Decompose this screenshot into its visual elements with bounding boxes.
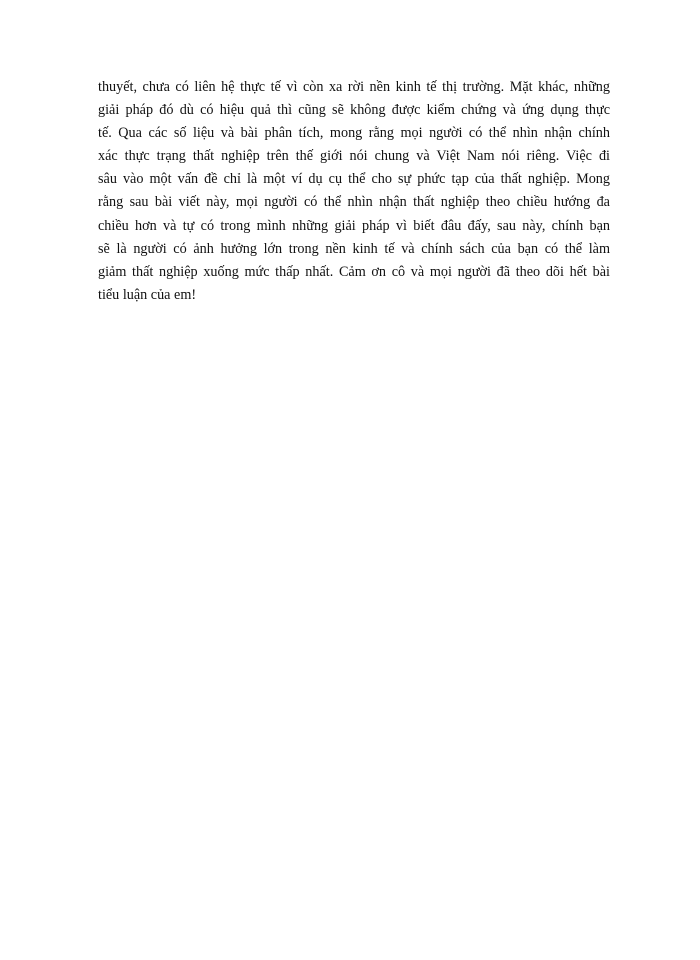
body-paragraph (98, 76, 610, 307)
paragraph-line: giảm thất nghiệp xuống mức thấp nhất. Cảm ơn cô và mọi người đã theo dõi hết bài (98, 263, 610, 280)
paragraph-line: rằng sau bài viết này, mọi người có thể nhìn nhận thất nghiệp theo chiều hướng đa (98, 194, 610, 211)
paragraph-line: sâu vào một vấn đề chỉ là một ví dụ cụ thể cho sự phức tạp của thất nghiệp. Mong (98, 171, 610, 188)
paragraph-line: tiểu luận của em! (98, 286, 197, 303)
paragraph-line: giải pháp đó dù có hiệu quả thì cũng sẽ không được kiểm chứng và ứng dụng thực (98, 102, 610, 119)
paragraph-line: thuyết, chưa có liên hệ thực tế vì còn xa rời nền kinh tế thị trường. Mặt khác, những (98, 79, 610, 95)
paragraph-line: chiều hơn và tự có trong mình những giải pháp vì biết đâu đấy, sau này, chính bạn (98, 217, 610, 234)
paragraph-line: sẽ là người có ảnh hưởng lớn trong nền kinh tế và chính sách của bạn có thể làm (98, 240, 610, 257)
paragraph-line: tế. Qua các số liệu và bài phân tích, mong rằng mọi người có thể nhìn nhận chính (98, 125, 610, 142)
paragraph-line: xác thực trạng thất nghiệp trên thế giới nói chung và Việt Nam nói riêng. Việc đi (98, 148, 610, 165)
